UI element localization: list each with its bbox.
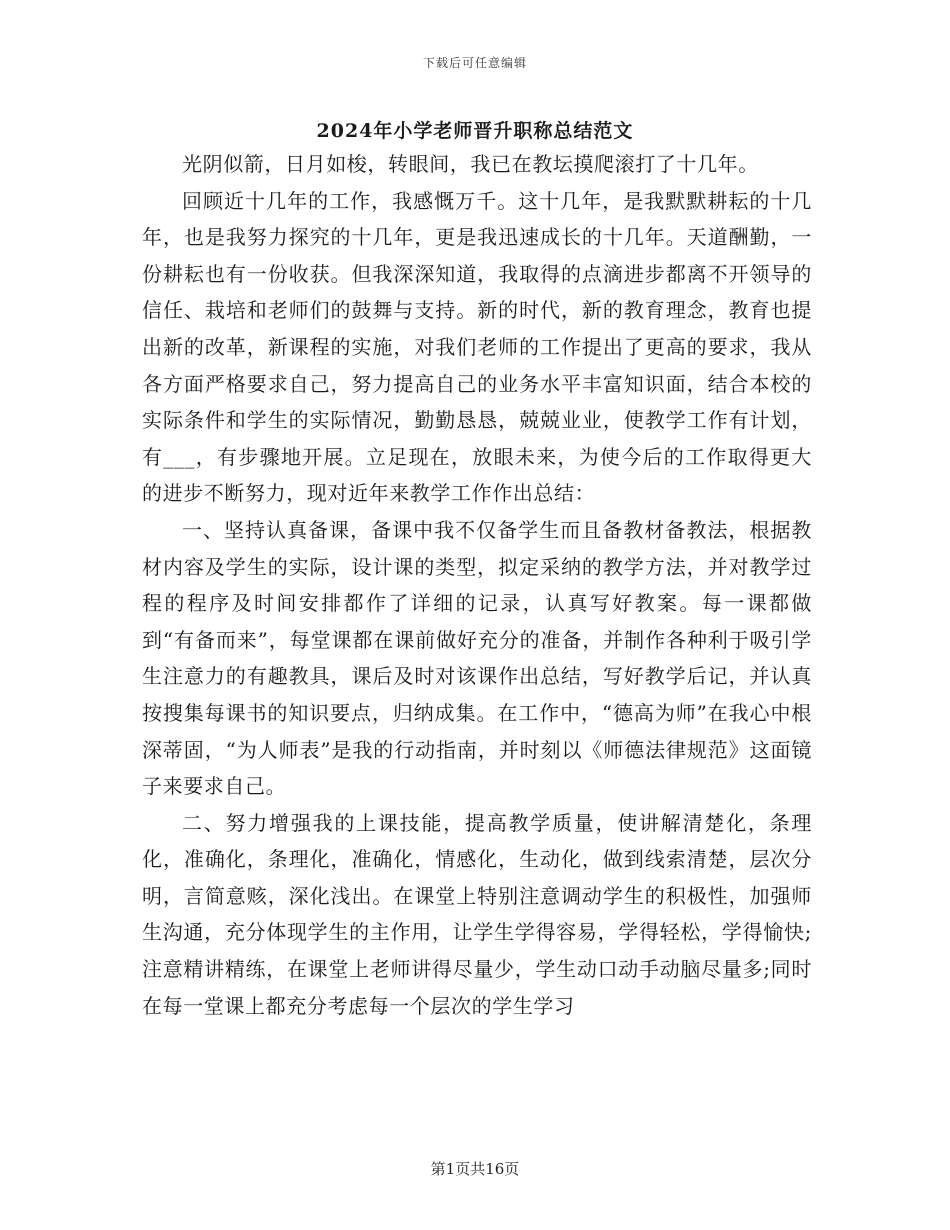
header-note: 下载后可任意编辑 [422, 56, 527, 70]
paragraph-4: 二、努力增强我的上课技能，提高教学质量，使讲解清楚化，条理化，准确化，条理化，准确化，情感化，生动化，做到线索清楚，层次分明，言简意赅，深化浅出。在课堂上特别注意调动学生的积极性，加强师生沟通，充分体现学生的主作用，让学生学得容易，学得轻松，学得愉快;注意精讲精练，在课堂上老师讲得尽量少，学生动口动手动脑尽量多;同时在每一堂课上都充分考虑每一个层次的学生学习 [142, 810, 812, 1018]
document-body [142, 146, 812, 1024]
paragraph-3: 一、坚持认真备课，备课中我不仅备学生而且备教材备教法，根据教材内容及学生的实际，设计课的类型，拟定采纳的教学方法，并对教学过程的程序及时间安排都作了详细的记录，认真写好教案。每一课都做到“有备而来”，每堂课都在课前做好充分的准备，并制作各种利于吸引学生注意力的有趣教具，课后及时对该课作出总结，写好教学后记，并认真按搜集每课书的知识要点，归纳成集。在工作中，“德高为师”在我心中根深蒂固，“为人师表”是我的行动指南，并时刻以《师德法律规范》这面镜子来要求自己。 [142, 517, 812, 799]
page-number-footer: 第1页共16页 [430, 1160, 520, 1178]
document-title: 2024年小学老师晋升职称总结范文 [316, 120, 634, 142]
paragraph-2: 回顾近十几年的工作，我感慨万千。这十几年，是我默默耕耘的十几年，也是我努力探究的十几年，更是我迅速成长的十几年。天道酬勤，一份耕耘也有一份收获。但我深深知道，我取得的点滴进步都离不开领导的信任、栽培和老师们的鼓舞与支持。新的时代，新的教育理念，教育也提出新的改革，新课程的实施，对我们老师的工作提出了更高的要求，我从各方面严格要求自己，努力提高自己的业务水平丰富知识面，结合本校的实际条件和学生的实际情况，勤勤恳恳，兢兢业业，使教学工作有计划，有___，有步骤地开展。立足现在，放眼未来，为使今后的工作取得更大的进步不断努力，现对近年来教学工作作出总结： [142, 188, 812, 506]
paragraph-1: 光阴似箭，日月如梭，转眼间，我已在教坛摸爬滚打了十几年。 [182, 152, 759, 176]
